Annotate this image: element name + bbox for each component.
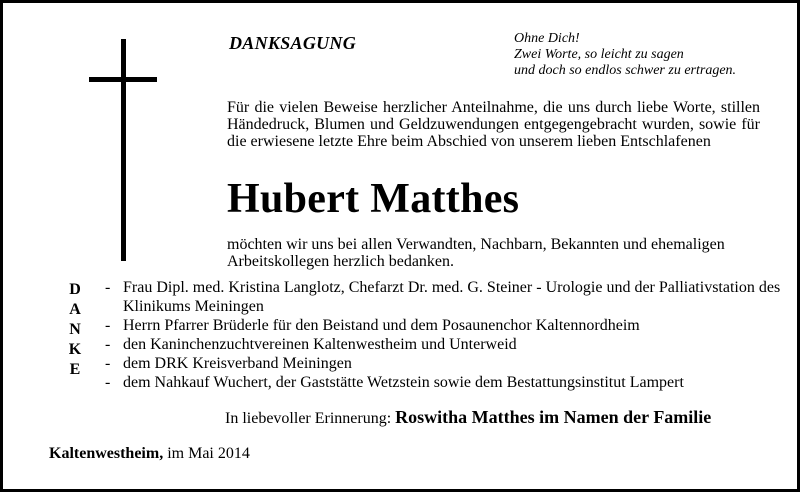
danke-letter: K [68, 341, 82, 358]
poem-line: und doch so endlos schwer zu ertragen. [514, 63, 737, 78]
place-date [49, 445, 250, 463]
list-dash: - [105, 355, 111, 372]
cross-icon-vertical-bar [121, 39, 126, 261]
list-item-text: dem DRK Kreisverband Meiningen [123, 355, 352, 372]
list-item-text: Frau Dipl. med. Kristina Langlotz, Chefarzt Dr. med. G. Steiner - Urologie und der Palliativstation des Klinikums Meiningen [123, 279, 781, 315]
memory-line [225, 407, 711, 428]
memory-signer: Roswitha Matthes im Namen der Familie [395, 407, 712, 427]
memory-prefix: In liebevoller Erinnerung: [225, 410, 392, 427]
poem-line: Zwei Worte, so leicht zu sagen [514, 47, 684, 62]
heading: DANKSAGUNG [229, 33, 357, 53]
danke-letter: D [69, 281, 81, 298]
intro-text: Für die vielen Beweise herzlicher Anteilnahme, die uns durch liebe Worte, stillen Händedruck, Blumen und Geldzuwendungen entgegengebracht wurden, sowie für die erwiesene letzte Ehre beim Abschied von unserem lieben Entschlafenen [227, 99, 760, 150]
list-dash: - [105, 374, 111, 391]
danke-letter: A [69, 301, 81, 318]
poem [514, 31, 736, 79]
cross-icon-horizontal-bar [89, 77, 157, 82]
list-dash: - [105, 336, 111, 353]
list-item [105, 278, 785, 316]
list-item-text: Herrn Pfarrer Brüderle für den Beistand und dem Posaunenchor Kaltennordheim [123, 317, 640, 334]
place-date-text: im Mai 2014 [167, 445, 250, 462]
list-item [105, 335, 785, 354]
place-town: Kaltenwestheim, [49, 445, 164, 462]
list-dash: - [105, 317, 111, 334]
list-item [105, 373, 785, 392]
list-dash: - [105, 279, 111, 296]
danke-letter: E [69, 361, 81, 378]
list-item-text: den Kaninchenzuchtvereinen Kaltenwestheim und Unterweid [123, 336, 517, 353]
deceased-name: Hubert Matthes [227, 176, 520, 222]
thanks-list [105, 278, 785, 392]
list-item [105, 354, 785, 373]
list-item-text: dem Nahkauf Wuchert, der Gaststätte Wetzstein sowie dem Bestattungsinstitut Lampert [123, 374, 684, 391]
danke-letter: N [69, 321, 81, 338]
thanks-text: möchten wir uns bei allen Verwandten, Nachbarn, Bekannten und ehemaligen Arbeitskollegen herzlich bedanken. [227, 236, 725, 270]
poem-line: Ohne Dich! [514, 31, 580, 46]
danke-vertical [63, 280, 87, 380]
list-item [105, 316, 785, 335]
